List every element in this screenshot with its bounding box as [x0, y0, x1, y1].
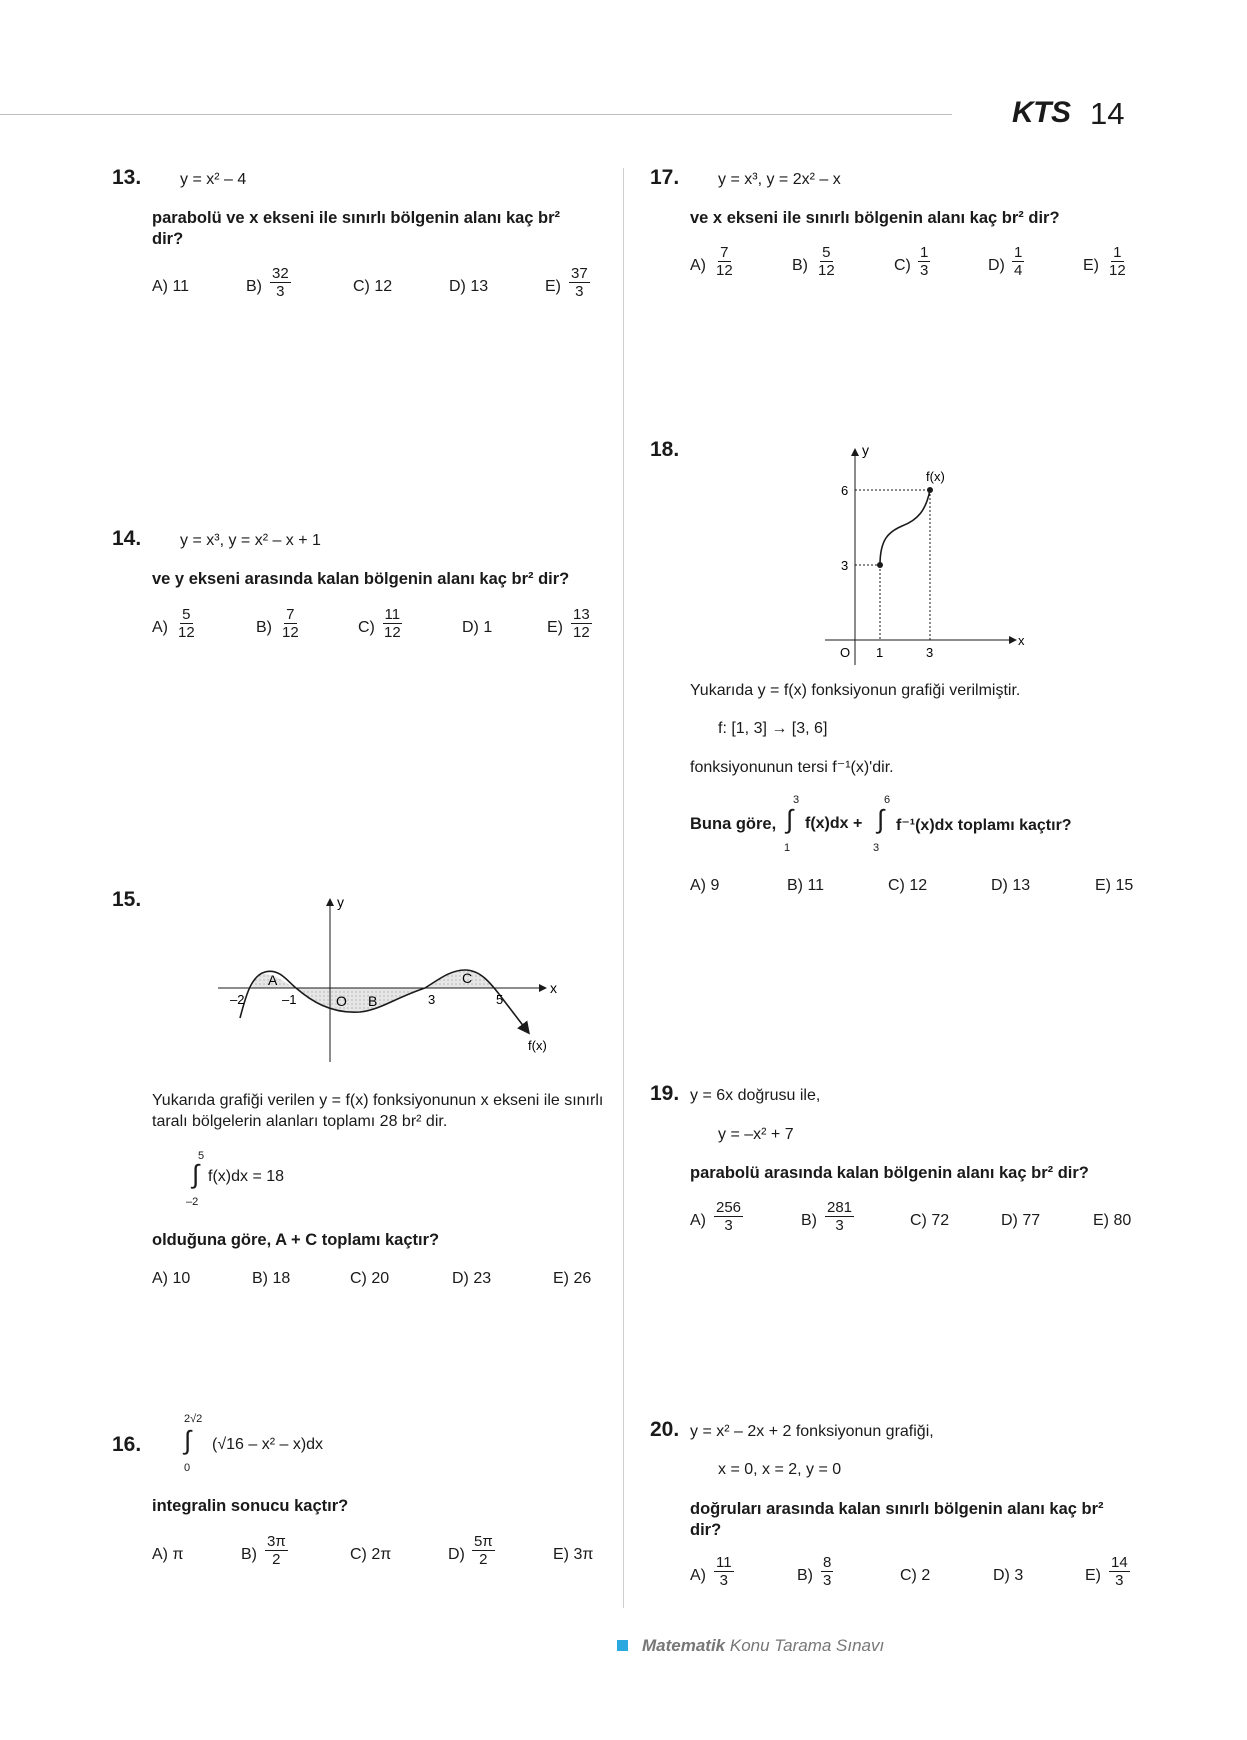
integral2-lower: 3 — [873, 842, 880, 854]
question-number: 17. — [650, 166, 680, 189]
option-d[interactable]: D) 13 — [449, 278, 489, 295]
origin-label: O — [336, 993, 347, 1009]
option-b-fraction: $\frac{7}{12}$ — [282, 606, 299, 641]
question-number: 15. — [112, 888, 142, 911]
integral-sign: ∫ — [192, 1159, 200, 1189]
question-prompt: integralin sonucu kaçtır? — [152, 1497, 349, 1515]
option-d[interactable]: D) — [988, 257, 1005, 274]
option-c[interactable]: C) 2 — [900, 1567, 931, 1584]
tick-3: 3 — [428, 992, 436, 1007]
question-number: 19. — [650, 1082, 680, 1105]
integral-body: f(x)dx = 18 — [208, 1168, 285, 1185]
option-c[interactable]: C) — [894, 257, 911, 274]
option-d-fraction: $\frac{5\pi}{2}$ — [474, 1533, 493, 1568]
option-b[interactable]: B) — [246, 278, 262, 295]
question-number: 20. — [650, 1418, 680, 1441]
option-a[interactable]: A) 11 — [152, 278, 190, 295]
option-b[interactable]: B) 18 — [252, 1270, 291, 1287]
integral-sign: ∫ — [184, 1425, 192, 1455]
option-e[interactable]: E) — [1085, 1567, 1101, 1584]
option-b-fraction: $\frac{32}{3}$ — [272, 265, 289, 300]
option-c[interactable]: C) 12 — [353, 278, 393, 295]
option-b[interactable]: B) — [256, 619, 272, 636]
function-domain: f: [1, 3] → [3, 6] — [718, 720, 828, 737]
option-d[interactable]: D) 23 — [452, 1270, 492, 1287]
y-label: y — [862, 442, 869, 458]
question-number: 14. — [112, 527, 142, 550]
option-c[interactable]: C) 2π — [350, 1546, 392, 1563]
option-e[interactable]: E) — [547, 619, 563, 636]
option-a[interactable]: A) — [152, 619, 168, 636]
equation-function: y = x² – 2x + 2 fonksiyonun grafiği, — [690, 1423, 934, 1440]
question-number: 16. — [112, 1433, 142, 1456]
function-graph — [820, 440, 1030, 670]
tick-y3: 3 — [841, 558, 849, 573]
footer-square-icon — [617, 1640, 628, 1651]
option-c-fraction: $\frac{1}{3}$ — [920, 244, 929, 279]
inverse-text: fonksiyonunun tersi f⁻¹(x)'dir. — [690, 759, 894, 776]
option-b-fraction: $\frac{5}{12}$ — [818, 244, 835, 279]
x-label: x — [1018, 633, 1025, 648]
option-c-fraction: $\frac{11}{12}$ — [384, 606, 401, 641]
point-end — [927, 487, 933, 493]
question-text: ve y ekseni arasında kalan bölgenin alanı kaç br² dir? — [152, 570, 570, 588]
region-b — [296, 988, 425, 1012]
question-text: doğruları arasında kalan sınırlı bölgenin alanı kaç br² dir? — [690, 1500, 1104, 1539]
option-b[interactable]: B) 11 — [787, 877, 825, 894]
option-d[interactable]: D) 13 — [991, 877, 1031, 894]
question-prompt: olduğuna göre, A + C toplamı kaçtır? — [152, 1231, 440, 1249]
option-a[interactable]: A) π — [152, 1546, 184, 1563]
region-c-label: C — [462, 970, 473, 986]
integral2-sign: ∫ — [877, 804, 885, 834]
function-label: f(x) — [528, 1038, 547, 1053]
y-label: y — [337, 894, 344, 910]
integral1-body: f(x)dx + — [805, 815, 863, 832]
question-text: ve x ekseni ile sınırlı bölgenin alanı kaç br² dir? — [690, 209, 1060, 227]
option-e[interactable]: E) — [545, 278, 561, 295]
option-a[interactable]: A) — [690, 1567, 706, 1584]
option-a-fraction: $\frac{5}{12}$ — [178, 606, 195, 641]
integral-upper: 2√2 — [184, 1413, 203, 1425]
option-e[interactable]: E) 80 — [1093, 1212, 1132, 1229]
option-d-fraction: $\frac{1}{4}$ — [1014, 244, 1023, 279]
option-d[interactable]: D) 77 — [1001, 1212, 1041, 1229]
option-c[interactable]: C) 12 — [888, 877, 928, 894]
option-b[interactable]: B) — [801, 1212, 817, 1229]
option-c[interactable]: C) 72 — [910, 1212, 950, 1229]
option-e-fraction: $\frac{1}{12}$ — [1109, 244, 1126, 279]
option-b[interactable]: B) — [797, 1567, 813, 1584]
option-a[interactable]: A) 10 — [152, 1270, 191, 1287]
column-divider — [623, 168, 624, 1608]
integral1-sign: ∫ — [786, 804, 794, 834]
option-d[interactable]: D) 3 — [993, 1567, 1024, 1584]
option-d[interactable]: D) 1 — [462, 619, 493, 636]
option-e-fraction: $\frac{13}{12}$ — [573, 606, 590, 641]
option-a[interactable]: A) 9 — [690, 877, 720, 894]
option-a[interactable]: A) — [690, 257, 706, 274]
x-label: x — [550, 980, 557, 996]
question-text: parabolü arasında kalan bölgenin alanı kaç br² dir? — [690, 1164, 1089, 1182]
integral2-body: f⁻¹(x)dx toplamı kaçtır? — [896, 817, 1072, 834]
tick-x3: 3 — [926, 645, 934, 660]
integral-lower: –2 — [186, 1196, 199, 1208]
option-e-fraction: $\frac{14}{3}$ — [1111, 1554, 1128, 1589]
option-a[interactable]: A) — [690, 1212, 706, 1229]
prompt-prefix: Buna göre, — [690, 815, 777, 833]
equation: y = x³, y = x² – x + 1 — [180, 532, 321, 549]
integral2-upper: 6 — [884, 794, 891, 806]
tick-5: 5 — [496, 992, 504, 1007]
question-text: Yukarıda grafiği verilen y = f(x) fonksiyonunun x ekseni ile sınırlı taralı bölgelerin alanları toplamı 28 br² dir. — [152, 1092, 604, 1130]
option-e[interactable]: E) — [1083, 257, 1099, 274]
option-e[interactable]: E) 15 — [1095, 877, 1134, 894]
option-c[interactable]: C) 20 — [350, 1270, 390, 1287]
tick-minus-1: –1 — [282, 992, 297, 1007]
question-text: parabolü ve x ekseni ile sınırlı bölgenin alanı kaç br² dir? — [152, 209, 561, 248]
equation-parabola: y = –x² + 7 — [718, 1126, 794, 1143]
option-e[interactable]: E) 3π — [553, 1546, 594, 1563]
description: Yukarıda y = f(x) fonksiyonun grafiği verilmiştir. — [690, 682, 1021, 699]
page-number: 14 — [1090, 96, 1125, 131]
option-c[interactable]: C) — [358, 619, 375, 636]
footer-subject: Matematik — [642, 1636, 726, 1655]
integral-upper: 5 — [198, 1150, 205, 1162]
option-b-fraction: $\frac{3\pi}{2}$ — [267, 1533, 286, 1568]
option-a-fraction: $\frac{256}{3}$ — [716, 1199, 742, 1234]
question-number: 13. — [112, 166, 142, 189]
option-b-fraction: $\frac{281}{3}$ — [827, 1199, 853, 1234]
point-start — [877, 562, 883, 568]
option-b[interactable]: B) — [792, 257, 808, 274]
header-rule — [0, 114, 952, 115]
origin-label: O — [840, 645, 851, 660]
function-label: f(x) — [926, 469, 945, 484]
integral-lower: 0 — [184, 1462, 191, 1474]
tick-x1: 1 — [876, 645, 884, 660]
footer-exam: Konu Tarama Sınavı — [729, 1636, 885, 1655]
option-b[interactable]: B) — [241, 1546, 257, 1563]
option-e-fraction: $\frac{37}{3}$ — [571, 265, 588, 300]
equation-lines: x = 0, x = 2, y = 0 — [718, 1461, 842, 1478]
integral1-upper: 3 — [793, 794, 800, 806]
region-b-label: B — [368, 993, 378, 1009]
option-a-fraction: $\frac{7}{12}$ — [716, 244, 733, 279]
tick-y6: 6 — [841, 483, 849, 498]
question-number: 18. — [650, 438, 680, 461]
equation: y = x³, y = 2x² – x — [718, 171, 841, 188]
function-curve — [880, 490, 930, 565]
option-d[interactable]: D) — [448, 1546, 465, 1563]
option-e[interactable]: E) 26 — [553, 1270, 592, 1287]
integral1-lower: 1 — [784, 842, 791, 854]
tick-minus-2: –2 — [230, 992, 245, 1007]
brand-logo: KTS — [1012, 96, 1071, 129]
option-a-fraction: $\frac{11}{3}$ — [716, 1554, 732, 1589]
equation-line: y = 6x doğrusu ile, — [690, 1087, 821, 1104]
footer-title — [642, 1636, 884, 1656]
equation: y = x² – 4 — [180, 171, 247, 188]
option-b-fraction: $\frac{8}{3}$ — [823, 1554, 832, 1589]
function-graph — [210, 890, 580, 1070]
region-a-label: A — [268, 972, 278, 988]
integral-body: (√16 – x² – x)dx — [212, 1436, 324, 1453]
